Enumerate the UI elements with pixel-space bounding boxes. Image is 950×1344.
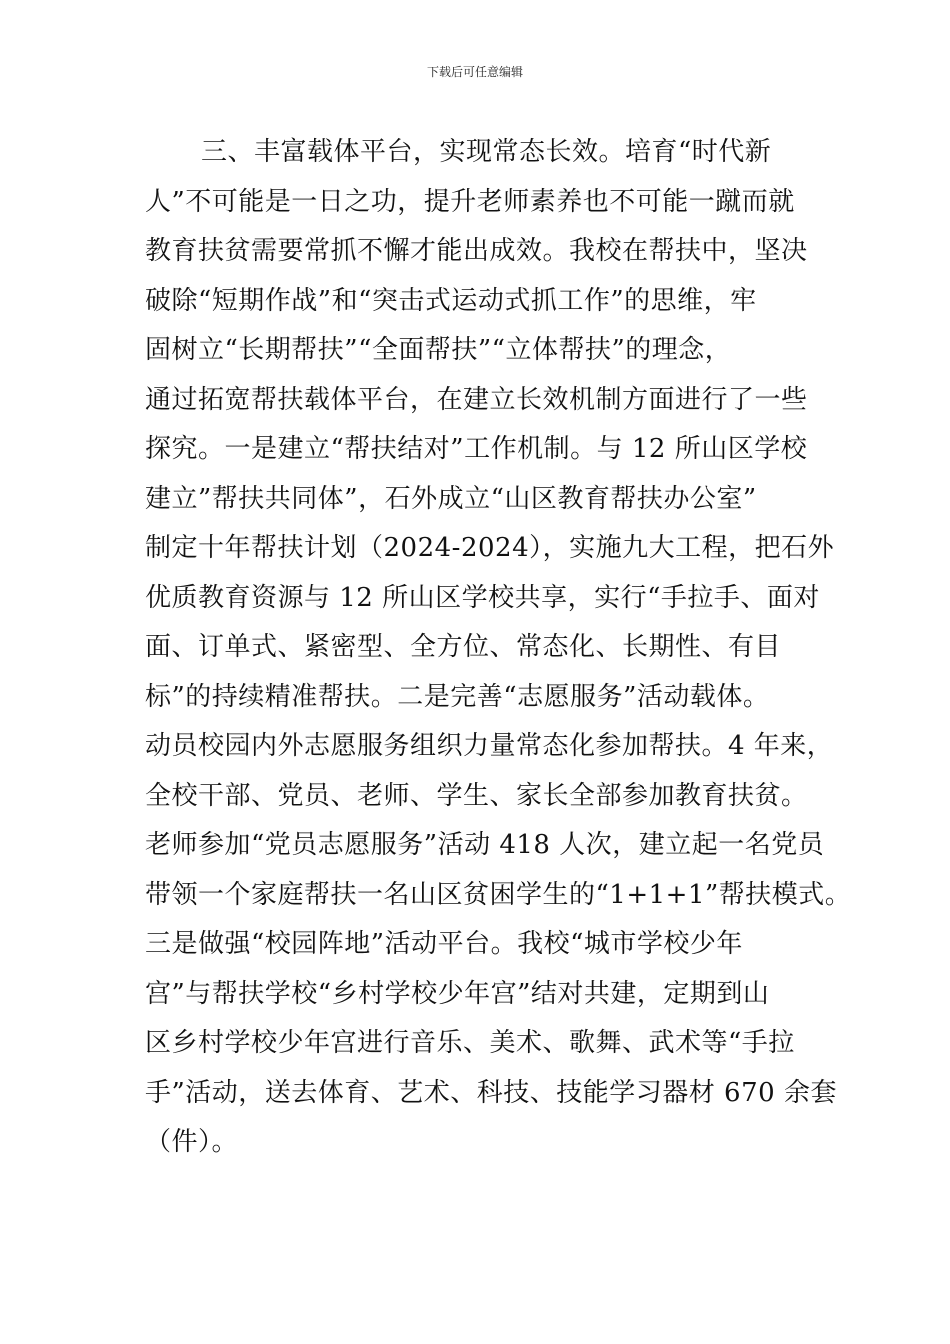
text-line: 通过拓宽帮扶载体平台，在建立长效机制方面进行了一些 [145,384,808,415]
text-line: 手”活动，送去体育、艺术、科技、技能学习器材 670 余套 [145,1077,837,1108]
text-line: 建立”帮扶共同体”，石外成立“山区教育帮扶办公室” [145,483,757,514]
text-line: 老师参加“党员志愿服务”活动 418 人次，建立起一名党员 [145,830,825,860]
text-line: 三是做强“校园阵地”活动平台。我校“城市学校少年 [145,929,743,959]
text-line: 制定十年帮扶计划（2024-2024），实施九大工程，把石外 [145,533,835,563]
text-line: 三、丰富载体平台，实现常态长效。培育“时代新 [201,137,772,167]
text-line: 人”不可能是一日之功，提升老师素养也不可能一蹴而就 [145,186,795,217]
text-line: 面、订单式、紧密型、全方位、常态化、长期性、有目 [145,632,782,662]
page-header: 下载后可任意编辑 [426,65,523,79]
text-line: 优质教育资源与 12 所山区学校共享，实行“手拉手、面对 [145,582,820,613]
text-line: 区乡村学校少年宫进行音乐、美术、歌舞、武术等“手拉 [145,1028,795,1058]
text-line: 教育扶贫需要常抓不懈才能出成效。我校在帮扶中，坚决 [145,236,808,266]
text-line: 动员校园内外志愿服务组织力量常态化参加帮扶。4 年来， [145,731,834,761]
text-line: （件）。 [145,1127,239,1157]
text-line: 探究。一是建立“帮扶结对”工作机制。与 12 所山区学校 [145,434,808,464]
text-line: 破除“短期作战”和“突击式运动式抓工作”的思维，牢 [145,285,757,316]
text-line: 宫”与帮扶学校“乡村学校少年宫”结对共建，定期到山 [145,978,770,1009]
text-line: 全校干部、党员、老师、学生、家长全部参加教育扶贫。 [145,780,808,811]
body-paragraph [145,128,852,1168]
text-line: 标”的持续精准帮扶。二是完善“志愿服务”活动载体。 [145,681,770,712]
text-line: 固树立“长期帮扶”“全面帮扶”“立体帮扶”的理念， [145,335,732,365]
text-line: 带领一个家庭帮扶一名山区贫困学生的“1+1+1”帮扶模式。 [145,879,852,910]
